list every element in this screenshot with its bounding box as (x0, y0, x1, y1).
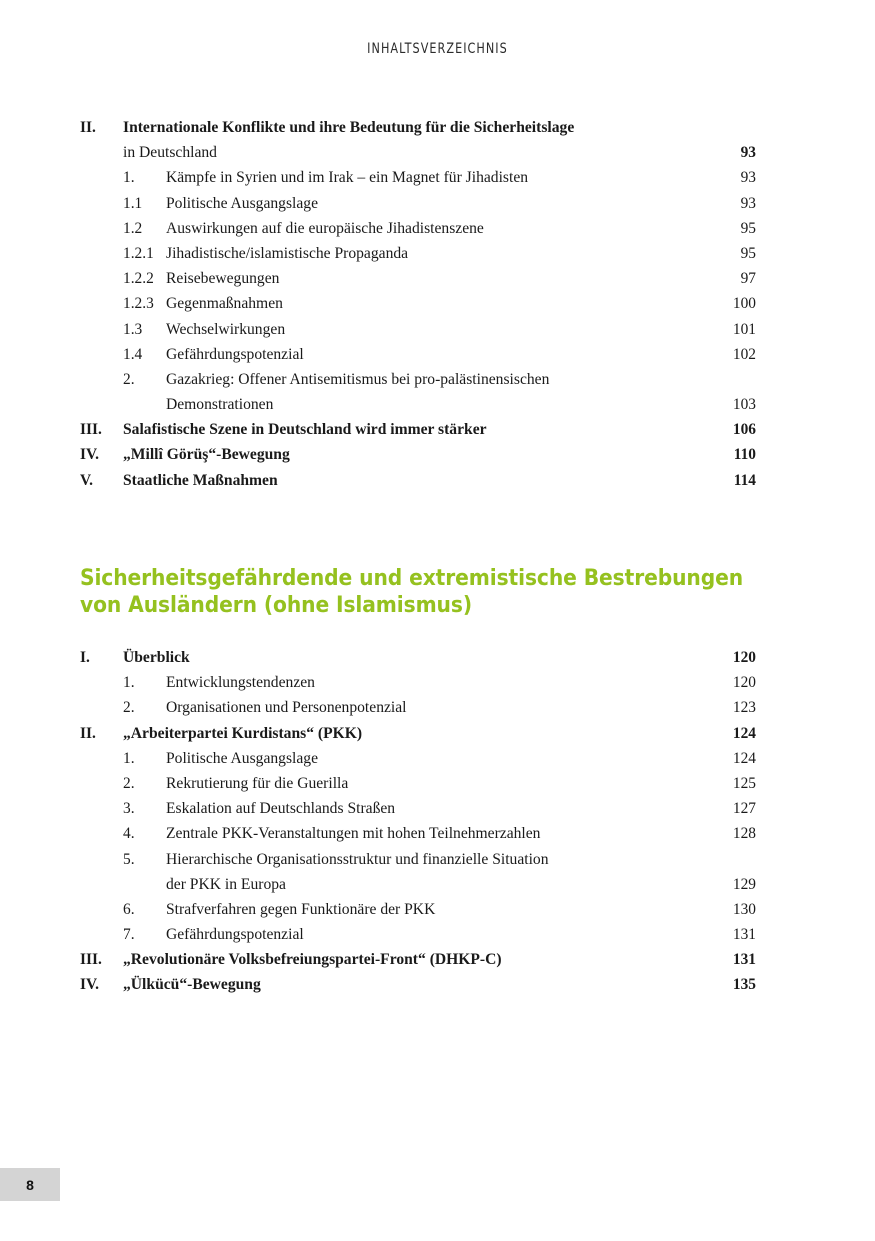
toc-row-number: IV. (80, 976, 99, 994)
toc-row-number: 2. (123, 774, 135, 792)
toc-row-title: „Millî Görüş“-Bewegung (123, 446, 290, 464)
toc-row-number: III. (80, 421, 102, 439)
section-heading-line-2: von Ausländern (ohne Islamismus) (80, 592, 472, 618)
toc-row-title: Gazakrieg: Offener Antisemitismus bei pro-palästinensischen (166, 370, 550, 388)
toc-row[interactable] (80, 241, 756, 266)
toc-row-title: Gefährdungspotenzial (166, 345, 304, 363)
toc-section-islamismus (80, 115, 756, 493)
toc-row-page-number: 124 (732, 749, 756, 767)
toc-row-page-number: 95 (740, 219, 756, 237)
toc-row-title: Reisebewegungen (166, 270, 280, 288)
toc-row-number: IV. (80, 446, 99, 464)
toc-row-number: 1.2.3 (123, 295, 154, 313)
toc-row-page-number: 128 (732, 825, 756, 843)
toc-row-page-number: 93 (740, 169, 756, 187)
toc-row-title: Gegenmaßnahmen (166, 295, 283, 313)
toc-row-title: „Arbeiterpartei Kurdistans“ (PKK) (123, 724, 363, 742)
running-header: INHALTSVERZEICHNIS (367, 41, 508, 57)
toc-row[interactable] (80, 796, 756, 821)
toc-row-title: in Deutschland (123, 144, 217, 162)
toc-row[interactable] (80, 291, 756, 316)
toc-row-number: 5. (123, 850, 135, 868)
toc-row-title: Demonstrationen (166, 396, 274, 414)
toc-row-page-number: 102 (732, 345, 756, 363)
toc-row-number: 1.1 (123, 194, 143, 212)
toc-row-title: Organisationen und Personenpotenzial (166, 699, 407, 717)
toc-row-number: 1. (123, 674, 135, 692)
toc-row-page-number: 95 (740, 244, 756, 262)
toc-row-number: I. (80, 649, 90, 666)
toc-row-page-number: 120 (732, 674, 756, 692)
toc-row-number: 1.2.1 (123, 244, 154, 262)
toc-row-number: II. (80, 724, 96, 742)
toc-row[interactable] (80, 721, 756, 746)
toc-row[interactable] (80, 342, 756, 367)
toc-row-number: 4. (123, 825, 135, 843)
toc-row[interactable] (80, 872, 756, 897)
toc-row-title: Salafistische Szene in Deutschland wird immer stärker (123, 421, 487, 439)
toc-row-number: 1. (123, 749, 135, 767)
toc-row[interactable] (80, 115, 756, 140)
toc-row-number: 3. (123, 800, 135, 818)
toc-row-title: Politische Ausgangslage (166, 194, 319, 212)
toc-row[interactable] (80, 392, 756, 417)
toc-row[interactable] (80, 645, 756, 670)
toc-row-number: 6. (123, 900, 135, 918)
toc-row[interactable] (80, 695, 756, 720)
toc-row-page-number: 100 (732, 295, 756, 313)
toc-row-number: 1.2.2 (123, 270, 154, 288)
toc-row-number: 7. (123, 926, 135, 944)
toc-row-title: Internationale Konflikte und ihre Bedeutung für die Sicherheitslage (123, 119, 575, 136)
toc-section-auslaenderextremismus (80, 645, 756, 998)
toc-row[interactable] (80, 191, 756, 216)
toc-row-title: Auswirkungen auf die europäische Jihadistenszene (166, 219, 484, 237)
toc-row-page-number: 131 (732, 926, 756, 944)
section-heading-line-1: Sicherheitsgefährdende und extremistische Bestrebungen (80, 565, 744, 591)
toc-row-title: Rekrutierung für die Guerilla (166, 774, 349, 792)
toc-row-page-number: 93 (740, 194, 756, 212)
toc-row[interactable] (80, 140, 756, 165)
toc-row-number: 1.2 (123, 219, 143, 237)
toc-row[interactable] (80, 468, 756, 493)
toc-row-title: „Revolutionäre Volksbefreiungspartei-Front“ (DHKP-C) (123, 951, 502, 969)
toc-row[interactable] (80, 442, 756, 467)
page-number-tab (0, 1168, 60, 1201)
toc-row-title: Wechselwirkungen (166, 320, 286, 338)
toc-row-number: II. (80, 119, 96, 136)
toc-row-title: Zentrale PKK-Veranstaltungen mit hohen Teilnehmerzahlen (166, 825, 541, 843)
page-number: 8 (26, 1176, 34, 1193)
toc-row[interactable] (80, 367, 756, 392)
toc-row-page-number: 127 (732, 800, 756, 818)
toc-row-page-number: 101 (732, 320, 756, 338)
toc-row-title: Staatliche Maßnahmen (123, 471, 278, 489)
toc-row-title: Jihadistische/islamistische Propaganda (166, 244, 409, 262)
toc-row[interactable] (80, 670, 756, 695)
toc-row[interactable] (80, 972, 756, 997)
toc-row[interactable] (80, 771, 756, 796)
toc-row-title: Eskalation auf Deutschlands Straßen (166, 800, 396, 818)
toc-row-number: 1. (123, 169, 135, 187)
toc-row-page-number: 103 (732, 396, 756, 414)
toc-row-title: Entwicklungstendenzen (166, 674, 315, 692)
toc-row-page-number: 129 (732, 875, 756, 893)
toc-row-title: Überblick (123, 649, 190, 666)
toc-row-number: V. (80, 471, 93, 489)
toc-row[interactable] (80, 216, 756, 241)
toc-row-page-number: 131 (732, 951, 756, 969)
toc-row-page-number: 110 (733, 446, 756, 464)
toc-row[interactable] (80, 947, 756, 972)
toc-row-title: Politische Ausgangslage (166, 749, 319, 767)
toc-row[interactable] (80, 847, 756, 872)
toc-row[interactable] (80, 266, 756, 291)
toc-row[interactable] (80, 821, 756, 846)
toc-row-page-number: 97 (740, 270, 756, 288)
toc-row-title: „Ülkücü“-Bewegung (123, 976, 261, 994)
toc-row-number: III. (80, 951, 102, 969)
toc-row-number: 2. (123, 699, 135, 717)
toc-row[interactable] (80, 897, 756, 922)
toc-row-title: Strafverfahren gegen Funktionäre der PKK (166, 900, 436, 918)
toc-row[interactable] (80, 165, 756, 190)
toc-row-page-number: 130 (732, 900, 756, 918)
toc-row-title: Gefährdungspotenzial (166, 926, 304, 944)
toc-row-title: Hierarchische Organisationsstruktur und finanzielle Situation (166, 850, 549, 868)
toc-row-title: der PKK in Europa (166, 875, 286, 893)
toc-row-page-number: 114 (733, 471, 756, 489)
toc-row-number: 1.4 (123, 345, 143, 363)
toc-row-page-number: 124 (732, 724, 756, 742)
toc-row-number: 2. (123, 370, 135, 388)
toc-row-title: Kämpfe in Syrien und im Irak – ein Magnet für Jihadisten (166, 169, 529, 187)
toc-row-page-number: 125 (732, 774, 756, 792)
toc-row[interactable] (80, 922, 756, 947)
toc-row-page-number: 120 (732, 649, 756, 666)
toc-row-page-number: 106 (732, 421, 756, 439)
toc-row[interactable] (80, 417, 756, 442)
toc-row-page-number: 135 (732, 976, 756, 994)
toc-row[interactable] (80, 746, 756, 771)
toc-row-number: 1.3 (123, 320, 143, 338)
toc-row-page-number: 123 (732, 699, 756, 717)
toc-row-page-number: 93 (740, 144, 756, 162)
toc-row[interactable] (80, 317, 756, 342)
section-heading-auslaenderextremismus (80, 565, 760, 619)
